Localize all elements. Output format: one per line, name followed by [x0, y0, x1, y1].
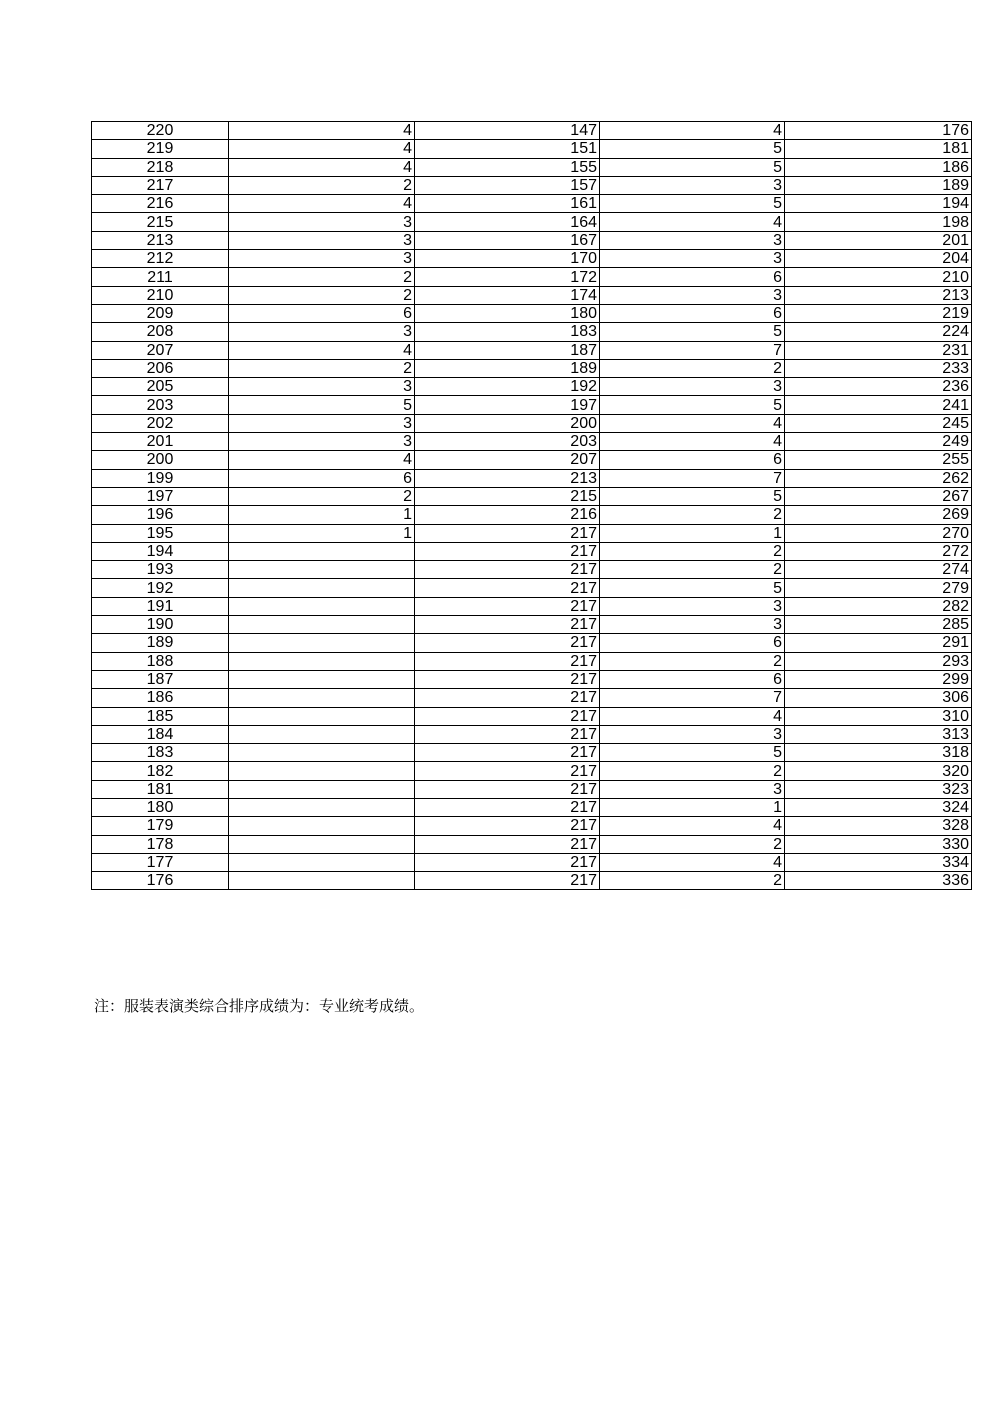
table-cell: 2: [229, 286, 415, 304]
table-cell: 217: [415, 725, 600, 743]
table-cell: 272: [785, 542, 972, 560]
table-cell: 4: [229, 140, 415, 158]
table-cell: 3: [600, 780, 785, 798]
table-cell: 197: [415, 396, 600, 414]
table-cell: 2: [600, 561, 785, 579]
table-row: [92, 213, 972, 231]
table-cell: 186: [92, 689, 229, 707]
table-cell: 1: [229, 524, 415, 542]
table-cell: 184: [92, 725, 229, 743]
table-cell: 3: [600, 176, 785, 194]
table-row: [92, 414, 972, 432]
table-row: [92, 524, 972, 542]
table-row: [92, 762, 972, 780]
table-cell: 203: [415, 433, 600, 451]
table-cell: 217: [415, 689, 600, 707]
table-cell: 3: [229, 213, 415, 231]
table-row: [92, 744, 972, 762]
table-cell: 189: [415, 359, 600, 377]
table-row: [92, 835, 972, 853]
table-cell: 170: [415, 250, 600, 268]
table-cell: 207: [415, 451, 600, 469]
table-cell: [229, 597, 415, 615]
table-row: [92, 542, 972, 560]
table-cell: [229, 707, 415, 725]
table-cell: [229, 762, 415, 780]
table-cell: 2: [600, 542, 785, 560]
table-cell: 1: [600, 524, 785, 542]
table-cell: 167: [415, 231, 600, 249]
table-cell: 3: [229, 414, 415, 432]
table-cell: 217: [415, 853, 600, 871]
table-cell: 7: [600, 469, 785, 487]
table-cell: 5: [229, 396, 415, 414]
table-cell: 2: [229, 268, 415, 286]
table-row: [92, 670, 972, 688]
table-cell: 202: [92, 414, 229, 432]
table-row: [92, 341, 972, 359]
table-cell: 200: [415, 414, 600, 432]
table-cell: [229, 853, 415, 871]
table-cell: 2: [600, 359, 785, 377]
table-cell: 180: [92, 798, 229, 816]
table-cell: [229, 744, 415, 762]
table-cell: 330: [785, 835, 972, 853]
table-row: [92, 634, 972, 652]
table-cell: 172: [415, 268, 600, 286]
table-cell: 236: [785, 378, 972, 396]
table-cell: 189: [92, 634, 229, 652]
table-cell: 161: [415, 195, 600, 213]
table-cell: 6: [600, 634, 785, 652]
table-cell: 5: [600, 323, 785, 341]
table-cell: 220: [92, 122, 229, 140]
table-cell: 4: [600, 707, 785, 725]
table-cell: 217: [415, 817, 600, 835]
table-cell: 216: [415, 506, 600, 524]
table-cell: 196: [92, 506, 229, 524]
table-cell: 151: [415, 140, 600, 158]
table-cell: 274: [785, 561, 972, 579]
table-cell: 201: [92, 433, 229, 451]
table-cell: 3: [600, 597, 785, 615]
table-row: [92, 323, 972, 341]
table-cell: 187: [415, 341, 600, 359]
table-cell: 207: [92, 341, 229, 359]
table-cell: 213: [785, 286, 972, 304]
table-cell: 324: [785, 798, 972, 816]
table-cell: 3: [229, 250, 415, 268]
table-cell: 4: [600, 414, 785, 432]
table-cell: 2: [600, 762, 785, 780]
table-cell: 5: [600, 158, 785, 176]
table-cell: 185: [92, 707, 229, 725]
table-cell: 194: [785, 195, 972, 213]
table-cell: [229, 616, 415, 634]
table-cell: 6: [600, 304, 785, 322]
table-cell: 217: [92, 176, 229, 194]
score-table-body: [92, 122, 972, 890]
table-cell: 190: [92, 616, 229, 634]
table-row: [92, 780, 972, 798]
table-row: [92, 561, 972, 579]
table-cell: 299: [785, 670, 972, 688]
table-cell: 178: [92, 835, 229, 853]
table-cell: 179: [92, 817, 229, 835]
table-cell: 212: [92, 250, 229, 268]
table-cell: 5: [600, 744, 785, 762]
table-cell: 174: [415, 286, 600, 304]
table-row: [92, 597, 972, 615]
table-cell: 209: [92, 304, 229, 322]
table-cell: 5: [600, 579, 785, 597]
table-cell: 147: [415, 122, 600, 140]
table-cell: 217: [415, 652, 600, 670]
table-row: [92, 506, 972, 524]
table-cell: [229, 817, 415, 835]
table-row: [92, 158, 972, 176]
table-cell: 213: [415, 469, 600, 487]
table-row: [92, 469, 972, 487]
table-row: [92, 378, 972, 396]
table-cell: 336: [785, 872, 972, 890]
table-cell: 310: [785, 707, 972, 725]
table-cell: [229, 670, 415, 688]
table-cell: 323: [785, 780, 972, 798]
table-cell: 217: [415, 561, 600, 579]
table-cell: 282: [785, 597, 972, 615]
table-cell: 217: [415, 762, 600, 780]
table-cell: 4: [229, 341, 415, 359]
table-cell: 210: [92, 286, 229, 304]
table-cell: 217: [415, 579, 600, 597]
table-cell: 217: [415, 835, 600, 853]
table-cell: 269: [785, 506, 972, 524]
table-row: [92, 853, 972, 871]
table-cell: 199: [92, 469, 229, 487]
table-cell: 291: [785, 634, 972, 652]
table-cell: 255: [785, 451, 972, 469]
table-cell: 164: [415, 213, 600, 231]
table-cell: [229, 634, 415, 652]
table-cell: 192: [415, 378, 600, 396]
table-row: [92, 396, 972, 414]
table-cell: 217: [415, 872, 600, 890]
table-cell: 177: [92, 853, 229, 871]
table-cell: 3: [600, 231, 785, 249]
table-cell: 318: [785, 744, 972, 762]
table-cell: 313: [785, 725, 972, 743]
table-cell: 203: [92, 396, 229, 414]
table-cell: 204: [785, 250, 972, 268]
table-cell: 2: [600, 835, 785, 853]
table-cell: 5: [600, 195, 785, 213]
table-cell: 181: [785, 140, 972, 158]
table-cell: 210: [785, 268, 972, 286]
table-cell: 2: [600, 652, 785, 670]
table-cell: 193: [92, 561, 229, 579]
footnote: 注：服装表演类综合排序成绩为：专业统考成绩。: [94, 997, 425, 1015]
table-cell: 201: [785, 231, 972, 249]
table-row: [92, 122, 972, 140]
table-cell: 5: [600, 487, 785, 505]
table-row: [92, 140, 972, 158]
table-cell: 3: [600, 378, 785, 396]
table-cell: 195: [92, 524, 229, 542]
table-cell: 270: [785, 524, 972, 542]
table-cell: 3: [600, 250, 785, 268]
table-cell: 217: [415, 616, 600, 634]
table-cell: 213: [92, 231, 229, 249]
table-row: [92, 176, 972, 194]
table-row: [92, 304, 972, 322]
table-cell: 6: [600, 268, 785, 286]
table-cell: 4: [229, 195, 415, 213]
table-cell: 2: [229, 487, 415, 505]
table-cell: [229, 780, 415, 798]
table-row: [92, 451, 972, 469]
table-cell: 6: [600, 670, 785, 688]
table-cell: 3: [600, 725, 785, 743]
table-cell: 334: [785, 853, 972, 871]
table-cell: [229, 835, 415, 853]
table-cell: 217: [415, 780, 600, 798]
table-cell: 2: [600, 506, 785, 524]
table-cell: 306: [785, 689, 972, 707]
table-cell: 219: [785, 304, 972, 322]
table-cell: 217: [415, 634, 600, 652]
table-cell: 5: [600, 396, 785, 414]
table-cell: 1: [229, 506, 415, 524]
table-row: [92, 616, 972, 634]
table-row: [92, 195, 972, 213]
table-cell: 285: [785, 616, 972, 634]
table-row: [92, 579, 972, 597]
table-row: [92, 268, 972, 286]
table-cell: 4: [600, 853, 785, 871]
table-cell: 217: [415, 542, 600, 560]
table-cell: 328: [785, 817, 972, 835]
table-cell: 155: [415, 158, 600, 176]
table-cell: [229, 652, 415, 670]
score-table: [91, 121, 972, 890]
table-row: [92, 487, 972, 505]
table-cell: 249: [785, 433, 972, 451]
table-cell: 2: [600, 872, 785, 890]
table-cell: 7: [600, 689, 785, 707]
table-cell: 231: [785, 341, 972, 359]
table-row: [92, 817, 972, 835]
table-cell: 293: [785, 652, 972, 670]
table-cell: [229, 579, 415, 597]
table-cell: 217: [415, 670, 600, 688]
table-cell: 206: [92, 359, 229, 377]
table-cell: 262: [785, 469, 972, 487]
table-row: [92, 433, 972, 451]
table-cell: 219: [92, 140, 229, 158]
table-cell: 218: [92, 158, 229, 176]
table-row: [92, 231, 972, 249]
table-cell: 224: [785, 323, 972, 341]
table-cell: 211: [92, 268, 229, 286]
table-cell: 197: [92, 487, 229, 505]
table-cell: 3: [229, 323, 415, 341]
table-cell: [229, 872, 415, 890]
table-cell: 183: [92, 744, 229, 762]
table-row: [92, 250, 972, 268]
table-cell: 205: [92, 378, 229, 396]
table-cell: 217: [415, 744, 600, 762]
table-cell: 2: [229, 359, 415, 377]
table-cell: 4: [600, 122, 785, 140]
table-cell: 4: [600, 433, 785, 451]
table-cell: 187: [92, 670, 229, 688]
table-row: [92, 725, 972, 743]
table-cell: 215: [92, 213, 229, 231]
table-cell: 279: [785, 579, 972, 597]
table-row: [92, 652, 972, 670]
table-cell: 7: [600, 341, 785, 359]
table-cell: 3: [600, 616, 785, 634]
table-cell: 194: [92, 542, 229, 560]
table-cell: 6: [229, 304, 415, 322]
table-cell: 6: [229, 469, 415, 487]
table-cell: 6: [600, 451, 785, 469]
table-cell: 217: [415, 707, 600, 725]
table-cell: 183: [415, 323, 600, 341]
table-cell: [229, 561, 415, 579]
table-cell: [229, 798, 415, 816]
table-cell: [229, 689, 415, 707]
table-cell: 3: [229, 433, 415, 451]
table-cell: 198: [785, 213, 972, 231]
table-cell: 233: [785, 359, 972, 377]
table-cell: 267: [785, 487, 972, 505]
table-cell: 176: [92, 872, 229, 890]
table-cell: 4: [600, 213, 785, 231]
table-cell: 4: [229, 122, 415, 140]
table-cell: 241: [785, 396, 972, 414]
table-cell: 2: [229, 176, 415, 194]
table-cell: 182: [92, 762, 229, 780]
table-cell: 1: [600, 798, 785, 816]
table-cell: 4: [600, 817, 785, 835]
table-cell: 180: [415, 304, 600, 322]
table-cell: 217: [415, 798, 600, 816]
table-cell: 245: [785, 414, 972, 432]
table-row: [92, 689, 972, 707]
table-cell: 217: [415, 597, 600, 615]
table-cell: 200: [92, 451, 229, 469]
table-row: [92, 286, 972, 304]
table-row: [92, 872, 972, 890]
table-cell: 4: [229, 158, 415, 176]
table-row: [92, 798, 972, 816]
table-cell: 4: [229, 451, 415, 469]
table-cell: [229, 725, 415, 743]
table-cell: 186: [785, 158, 972, 176]
table-cell: 5: [600, 140, 785, 158]
table-cell: 189: [785, 176, 972, 194]
table-cell: 191: [92, 597, 229, 615]
table-cell: 217: [415, 524, 600, 542]
table-cell: 188: [92, 652, 229, 670]
table-cell: 3: [229, 231, 415, 249]
table-row: [92, 359, 972, 377]
table-cell: 176: [785, 122, 972, 140]
table-cell: 216: [92, 195, 229, 213]
table-cell: 320: [785, 762, 972, 780]
table-cell: 215: [415, 487, 600, 505]
table-cell: 157: [415, 176, 600, 194]
table-cell: 181: [92, 780, 229, 798]
table-cell: 3: [600, 286, 785, 304]
table-row: [92, 707, 972, 725]
table-cell: 208: [92, 323, 229, 341]
table-cell: 3: [229, 378, 415, 396]
table-cell: 192: [92, 579, 229, 597]
table-cell: [229, 542, 415, 560]
